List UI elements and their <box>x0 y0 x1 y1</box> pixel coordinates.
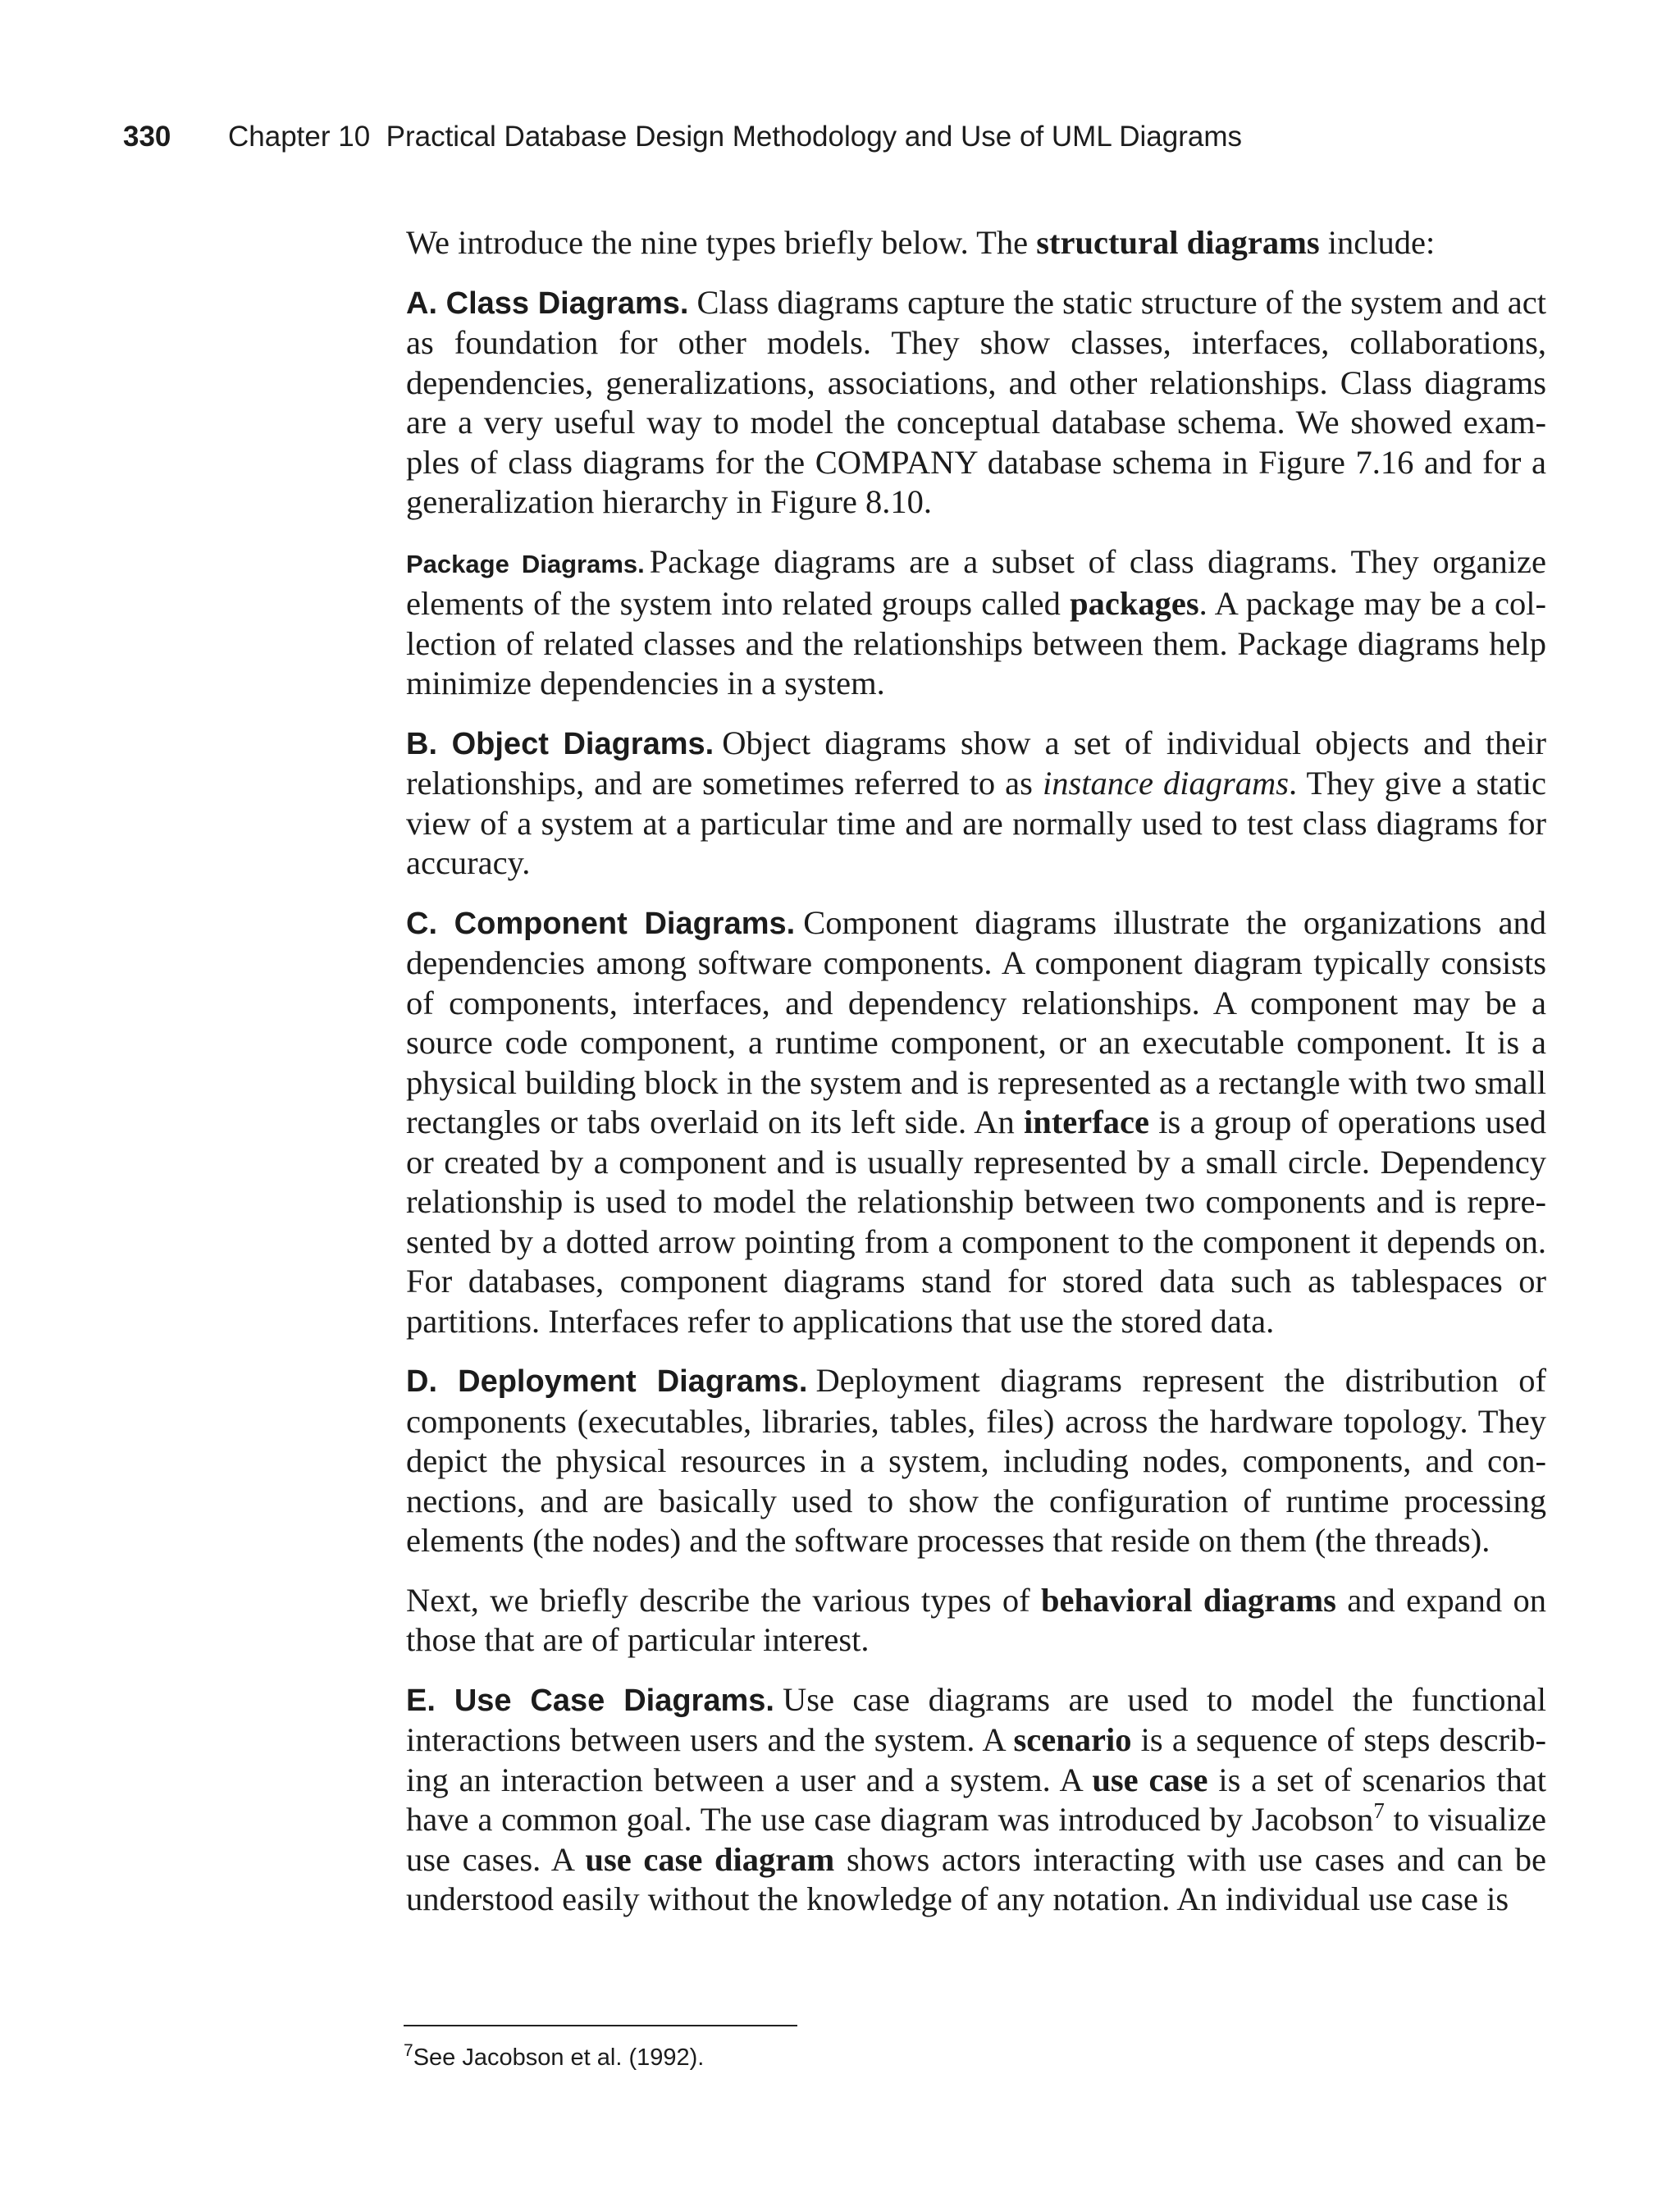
footnote-divider <box>404 2025 797 2026</box>
class-diagrams-heading: A. Class Diagrams. <box>406 286 689 321</box>
page-number: 330 <box>123 121 171 153</box>
term-instance-diagrams: instance diagrams <box>1042 765 1290 802</box>
term-use-case-diagram: use case diagram <box>585 1840 835 1878</box>
object-diagrams-paragraph: B. Object Diagrams. Object diagrams show a set of individual objects and their relationships, and are sometimes referred to as instance diagrams. They give a static view of a system at a particular time and are normally used to test class diagrams for accuracy. <box>406 724 1546 881</box>
deployment-diagrams-heading: D. Deployment Diagrams. <box>406 1364 808 1399</box>
package-diagrams-heading: Package Diagrams. <box>406 549 645 578</box>
term-scenario: scenario <box>1013 1721 1132 1758</box>
term-use-case: use case <box>1092 1761 1208 1798</box>
component-diagrams-heading: C. Component Diagrams. <box>406 906 796 941</box>
use-case-diagrams-paragraph: E. Use Case Diagrams. Use case diagrams are used to model the functional interactions between users and the system. A scenario is a sequence of steps describing an interaction between a user and a system. A use case is a set of scenarios that have a common goal. The use case diagram was introduced by Jacobson$^7$ to visualize use cases. A use case diagram shows actors interacting with use cases and can be understood easily without the knowledge of any notation. An individual use case is <box>406 1680 1547 1917</box>
term-behavioral-diagrams: behavioral diagrams <box>1041 1581 1336 1619</box>
footnote-text: See Jacobson et al. (1992). <box>413 2044 705 2071</box>
deployment-diagrams-paragraph: D. Deployment Diagrams. Deployment diagrams represent the distribution of components (executables, libraries, tables, files) across the hardware topology. They depict the physical resources in a system, including nodes, components, and connections, and are basically used to show the configuration of runtime processing elements (the nodes) and the software processes that reside on them (the threads). <box>406 1362 1546 1559</box>
term-structural-diagrams: structural diagrams <box>1036 224 1320 261</box>
footnote-reference: 7 <box>1373 1798 1385 1823</box>
footnote-marker: 7 <box>404 2041 413 2060</box>
use-case-diagrams-heading: E. Use Case Diagrams. <box>406 1683 774 1718</box>
intro-paragraph: We introduce the nine types briefly below. The structural diagrams include: <box>406 224 1436 261</box>
term-interface: interface <box>1024 1103 1149 1140</box>
footnote <box>404 2043 704 2072</box>
chapter-title: Chapter 10 Practical Database Design Methodology and Use of UML Diagrams <box>228 121 1242 153</box>
behavioral-intro-paragraph: Next, we briefly describe the various types of behavioral diagrams and expand on those that are of particular interest. <box>406 1581 1546 1658</box>
component-diagrams-paragraph: C. Component Diagrams. Component diagrams illustrate the organizations and dependencies among software components. A component diagram typically consists of components, interfaces, and dependency relationships. A component may be a source code component, a runtime component, or an executable component. It is a physical building block in the system and is represented as a rectangle with two small rectangles or tabs overlaid on its left side. An interface is a group of operations used or created by a component and is usually represented by a small circle. Dependency relationship is used to model the relationship between two components and is represented by a dotted arrow pointing from a component to the component it depends on. For databases, component diagrams stand for stored data such as tablespaces or partitions. Interfaces refer to applications that use the stored data. <box>406 903 1547 1340</box>
running-head <box>123 120 1242 154</box>
package-diagrams-paragraph: Package Diagrams. Package diagrams are a subset of class diagrams. They organize elements of the system into related groups called packages. A package may be a collection of related classes and the relationships between them. Package diagrams help minimize dependencies in a system. <box>406 542 1547 701</box>
term-packages: packages <box>1070 585 1199 622</box>
body-text <box>406 223 1546 1939</box>
class-diagrams-paragraph: A. Class Diagrams. Class diagrams capture the static structure of the system and act as foundation for other models. They show classes, interfaces, collaborations, dependencies, generalizations, associations, and other relationships. Class diagrams are a very useful way to model the conceptual database schema. We showed examples of class diagrams for the COMPANY database schema in Figure 7.16 and for a generalization hierarchy in Figure 8.10. <box>406 283 1547 520</box>
object-diagrams-heading: B. Object Diagrams. <box>406 726 714 761</box>
